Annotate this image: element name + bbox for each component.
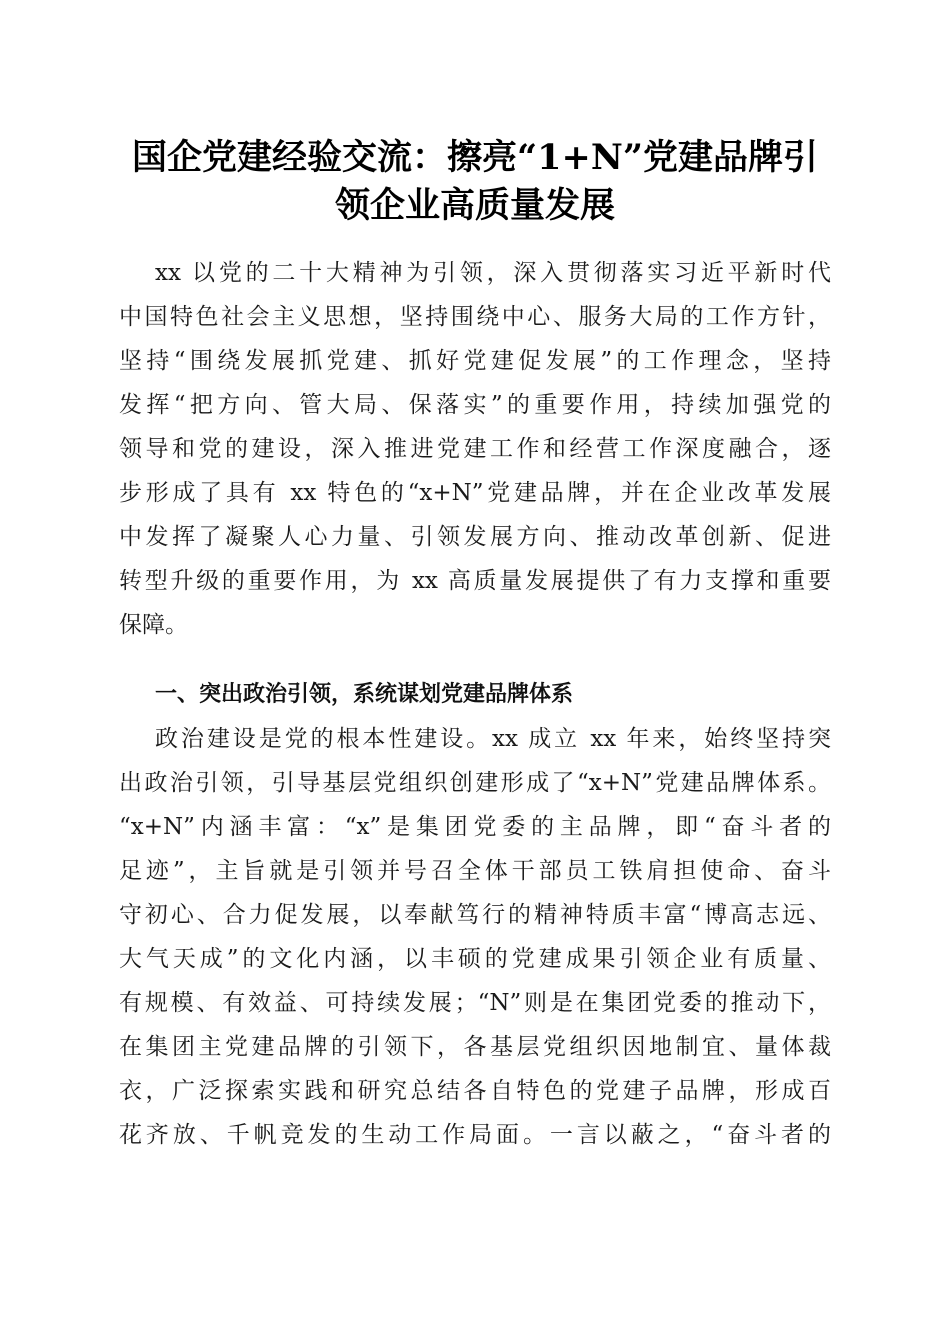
paragraph-line: 足迹”，主旨就是引领并号召全体干部员工铁肩担使命、奋斗 bbox=[119, 858, 831, 884]
paragraph-line: 花齐放、千帆竞发的生动工作局面。一言以蔽之，“奋斗者的 bbox=[119, 1122, 831, 1148]
paragraph-line: 在集团主党建品牌的引领下，各基层党组织因地制宜、量体裁 bbox=[119, 1034, 831, 1060]
paragraph-intro bbox=[119, 251, 831, 647]
section-heading-1 bbox=[119, 673, 831, 717]
paragraph-line: “x+N”内涵丰富：“x”是集团党委的主品牌，即“奋斗者的 bbox=[119, 814, 831, 840]
paragraph-line: 有规模、有效益、可持续发展；“N”则是在集团党委的推动下， bbox=[119, 990, 831, 1016]
paragraph-line: 步形成了具有 xx 特色的“x+N”党建品牌，并在企业改革发展 bbox=[119, 480, 831, 506]
paragraph-line: 坚持“围绕发展抓党建、抓好党建促发展”的工作理念，坚持 bbox=[119, 348, 831, 374]
title-line: 领企业高质量发展 bbox=[334, 185, 615, 226]
paragraph-line: 守初心、合力促发展，以奉献笃行的精神特质丰富“博高志远、 bbox=[119, 902, 831, 928]
paragraph-line: 出政治引领，引导基层党组织创建形成了“x+N”党建品牌体系。 bbox=[119, 770, 831, 796]
paragraph-line: 发挥“把方向、管大局、保落实”的重要作用，持续加强党的 bbox=[119, 392, 831, 418]
paragraph-line: 中国特色社会主义思想，坚持围绕中心、服务大局的工作方针， bbox=[119, 304, 831, 330]
paragraph-line: 转型升级的重要作用，为 xx 高质量发展提供了有力支撑和重要 bbox=[119, 568, 831, 594]
document-title bbox=[110, 134, 840, 230]
section-heading-text: 一、突出政治引领，系统谋划党建品牌体系 bbox=[155, 682, 574, 707]
title-line: 国企党建经验交流：擦亮“1+N”党建品牌引 bbox=[132, 137, 818, 178]
paragraph-line: 衣，广泛探索实践和研究总结各自特色的党建子品牌，形成百 bbox=[119, 1078, 831, 1104]
paragraph-line: 中发挥了凝聚人心力量、引领发展方向、推动改革创新、促进 bbox=[119, 524, 831, 550]
paragraph-line: 领导和党的建设，深入推进党建工作和经营工作深度融合，逐 bbox=[119, 436, 831, 462]
paragraph-line: 大气天成”的文化内涵，以丰硕的党建成果引领企业有质量、 bbox=[119, 946, 831, 972]
paragraph-line: 政治建设是党的根本性建设。xx 成立 xx 年来，始终坚持突 bbox=[155, 726, 831, 752]
paragraph-line: 保障。 bbox=[119, 612, 188, 638]
paragraph-line: xx 以党的二十大精神为引领，深入贯彻落实习近平新时代 bbox=[155, 260, 831, 286]
paragraph-section-1 bbox=[119, 717, 831, 1157]
